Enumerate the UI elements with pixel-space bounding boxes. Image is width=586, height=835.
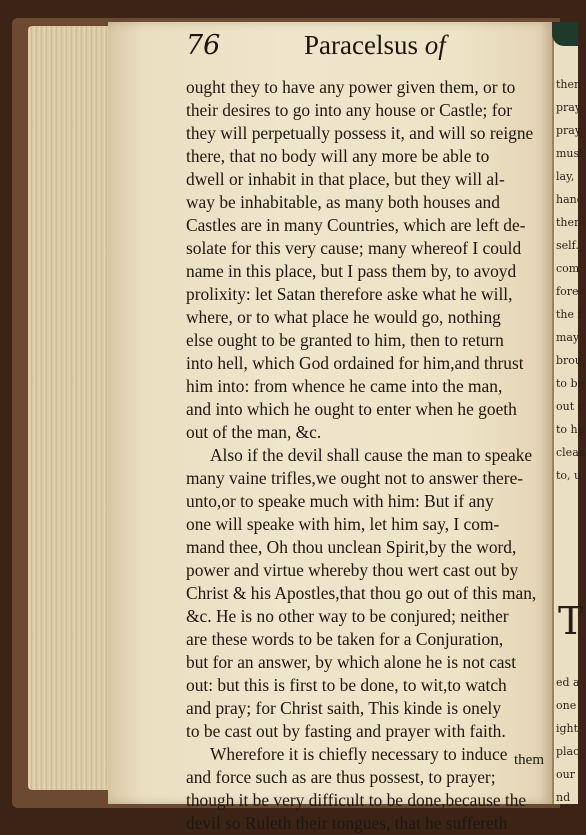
- text-line: way be inhabitable, as many both houses and: [186, 192, 500, 212]
- catchword: them: [514, 752, 544, 768]
- facing-text-fragment: pray: [556, 101, 582, 114]
- text-line: ought they to have any power given them, or to: [186, 77, 516, 97]
- facing-text-fragment: self.: [556, 239, 579, 252]
- text-line: there, that no body will any more be able to: [186, 146, 490, 166]
- facing-text-fragment: our: [556, 768, 575, 781]
- text-line: Castles are in many Countries, which are left de-: [186, 215, 526, 235]
- running-head: [304, 30, 446, 61]
- text-line: devil so Ruleth their tongues, that he suffereth: [186, 813, 508, 833]
- facing-text-fragment: ed a: [556, 676, 580, 689]
- text-line: else ought to be granted to him, then to return: [186, 330, 504, 350]
- running-head-italic: of: [424, 30, 446, 60]
- facing-text-fragment: then: [556, 78, 582, 91]
- text-line: are these words to be taken for a Conjuration,: [186, 629, 504, 649]
- text-line: many vaine trifles,we ought not to answer there-: [186, 468, 524, 488]
- text-line: out: but this is first to be done, to wit,to watch: [186, 675, 507, 695]
- text-line: mand thee, Oh thou unclean Spirit,by the word,: [186, 537, 517, 557]
- text-line: power and virtue whereby thou wert cast out by: [186, 560, 519, 580]
- facing-text-fragment: fore: [556, 285, 579, 298]
- text-line: into hell, which God ordained for him,and thrust: [186, 353, 524, 373]
- facing-text-fragment: one: [556, 699, 577, 712]
- facing-text-fragment: plac: [556, 745, 580, 758]
- text-line: and pray; for Christ saith, This kinde is onely: [186, 698, 502, 718]
- text-line: &c. He is no other way to be conjured; neither: [186, 606, 509, 626]
- text-line: Also if the devil shall cause the man to speake: [210, 445, 533, 465]
- facing-text-fragment: to, u: [556, 469, 582, 482]
- text-line: and into which he ought to enter when he goeth: [186, 399, 517, 419]
- page-header: [186, 30, 456, 66]
- facing-page-edge: [552, 22, 586, 804]
- facing-drop-cap: T: [558, 599, 584, 643]
- facing-text-fragment: ther: [556, 216, 580, 229]
- page-edges: [28, 26, 120, 790]
- facing-text-fragment: lay,: [556, 170, 575, 183]
- text-line: where, or to what place he would go, nothing: [186, 307, 501, 327]
- body-text: [186, 76, 552, 835]
- facing-text-fragment: pray: [556, 124, 582, 137]
- text-line: one will speake with him, let him say, I com-: [186, 514, 500, 534]
- facing-text-fragment: com: [556, 262, 580, 275]
- text-line: solate for this very cause; many whereof I could: [186, 238, 522, 258]
- facing-text-fragment: brou: [556, 354, 583, 367]
- text-line: Wherefore it is chiefly necessary to induce: [210, 744, 508, 764]
- facing-text-fragment: hanc: [556, 193, 583, 206]
- facing-text-fragment: to be: [556, 377, 585, 390]
- text-line: dwell or inhabit in that place, but they will al-: [186, 169, 505, 189]
- facing-text-fragment: the f: [556, 308, 582, 321]
- facing-text-fragment: clean: [556, 446, 586, 459]
- text-line: their desires to go into any house or Castle; for: [186, 100, 513, 120]
- page-number: 76: [186, 30, 221, 61]
- text-line: Christ & his Apostles,that thou go out of this man,: [186, 583, 537, 603]
- page-corner: [552, 22, 578, 46]
- text-line: him into: from whence he came into the man,: [186, 376, 503, 396]
- text-line: though it be very difficult to be done,because the: [186, 790, 527, 810]
- facing-text-fragment: ight: [556, 722, 579, 735]
- text-line: unto,or to speake much with him: But if any: [186, 491, 494, 511]
- facing-text-fragment: nd: [556, 791, 571, 804]
- text-line: and force such as are thus possest, to prayer;: [186, 767, 496, 787]
- text-line: out of the man, &c.: [186, 422, 322, 442]
- facing-text-fragment: may: [556, 331, 580, 344]
- facing-text-fragment: to ha: [556, 423, 585, 436]
- text-line: to be cast out by fasting and prayer with faith.: [186, 721, 506, 741]
- text-line: they will perpetually possess it, and will so reigne: [186, 123, 534, 143]
- text-line: but for an answer, by which alone he is not cast: [186, 652, 517, 672]
- text-line: name in this place, but I pass them by, to avoyd: [186, 261, 517, 281]
- text-line: prolixity: let Satan therefore aske what he will,: [186, 284, 513, 304]
- facing-text-fragment: must: [556, 147, 584, 160]
- facing-text-fragment: out c: [556, 400, 584, 413]
- running-head-text: Paracelsus: [304, 30, 425, 60]
